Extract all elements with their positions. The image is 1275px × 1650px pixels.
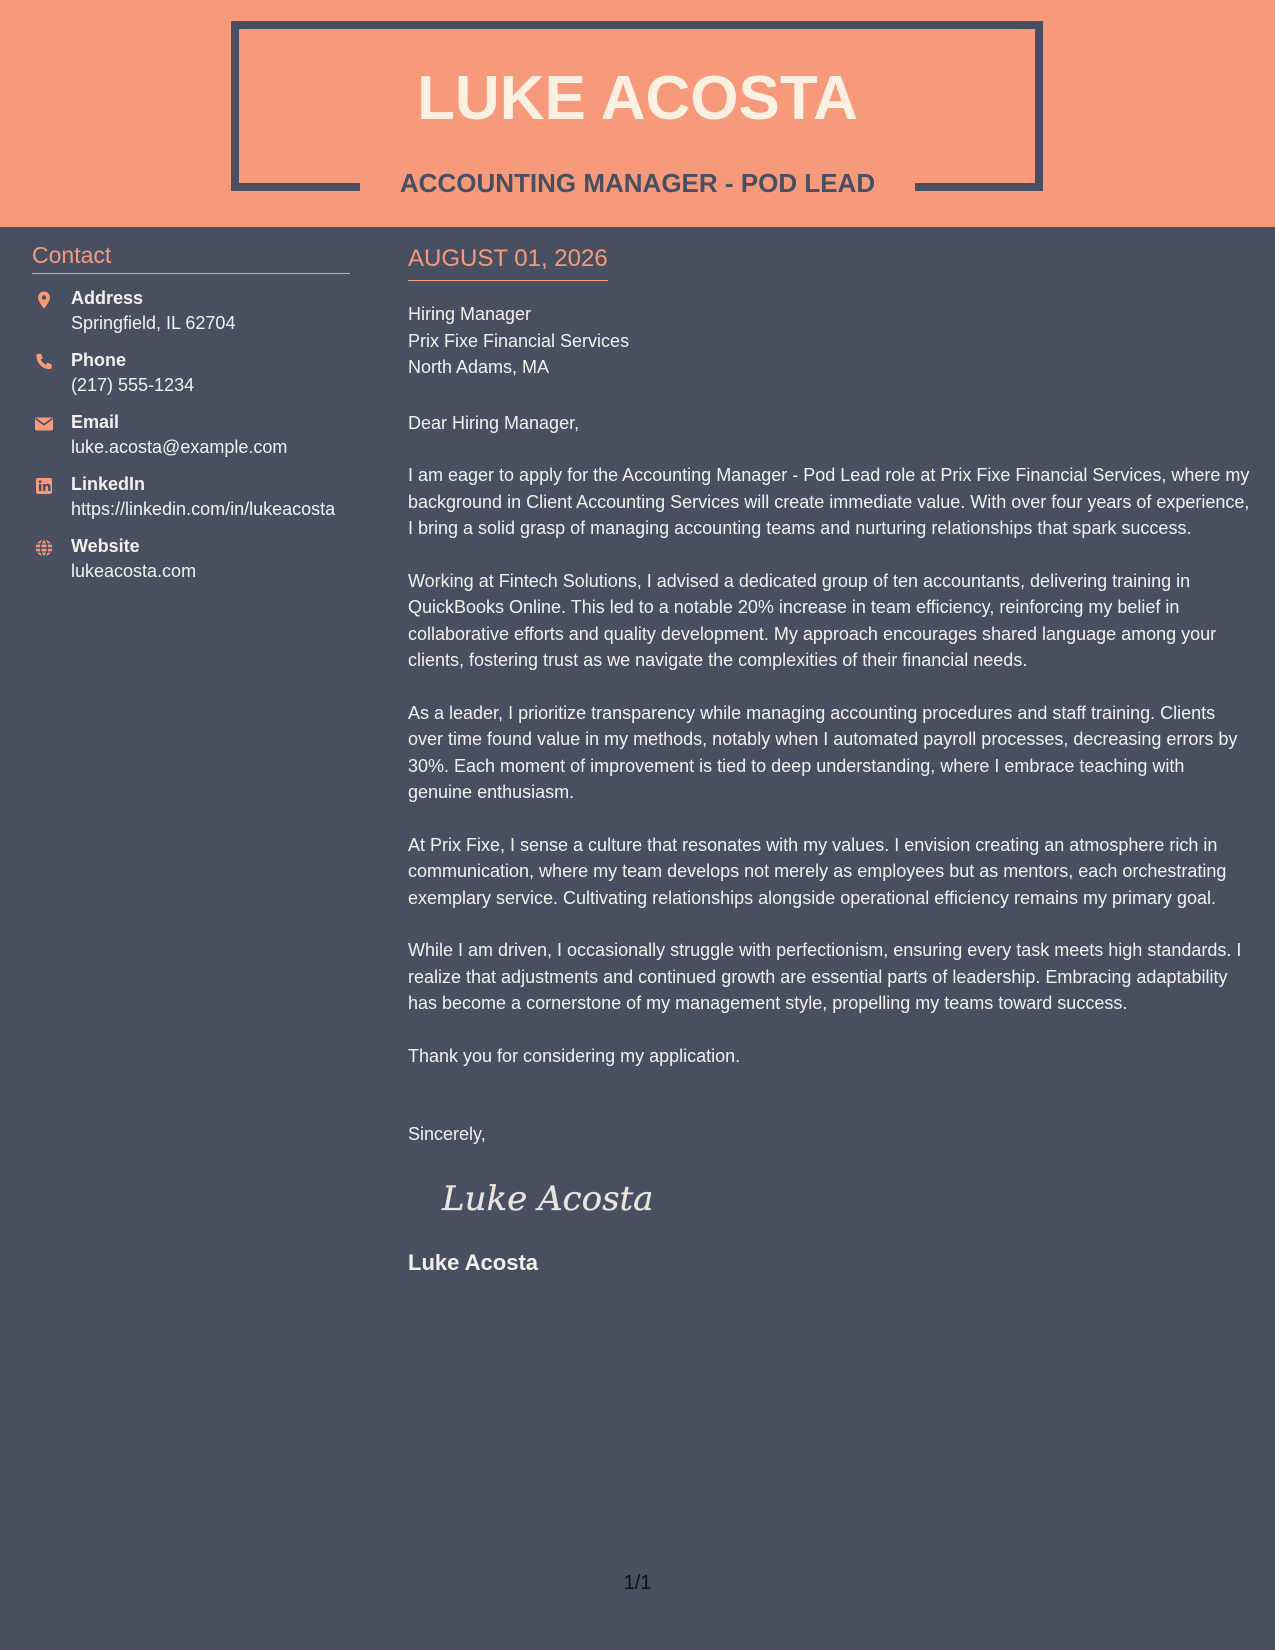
paragraph: As a leader, I prioritize transparency while managing accounting procedures and staff training. Clients over time found value in my methods, notably when I automated payroll processes, decreasing errors by 30%. Each moment of improvement is tied to deep understanding, where I embrace teaching with genuine enthusiasm. (408, 702, 1238, 802)
paragraph: Thank you for considering my application. (408, 1045, 741, 1066)
contact-sidebar (32, 240, 350, 596)
letter-body (408, 244, 1253, 1277)
phone-icon (34, 352, 54, 372)
linkedin-icon (34, 476, 54, 496)
contact-item-website (32, 534, 350, 584)
contact-value: Springfield, IL 62704 (71, 313, 236, 333)
contact-item-phone (32, 348, 350, 398)
header-banner (0, 0, 1275, 227)
contact-value[interactable]: lukeacosta.com (71, 561, 197, 581)
contact-label: Website (71, 536, 140, 556)
page-number: 1/1 (623, 1572, 652, 1594)
contact-label: Address (71, 288, 144, 308)
contact-label: Email (71, 412, 120, 432)
map-pin-icon (34, 290, 54, 310)
contact-label: Phone (71, 350, 127, 370)
letter-date: AUGUST 01, 2026 (408, 244, 608, 281)
paragraph: At Prix Fixe, I sense a culture that resonates with my values. I envision creating an atmosphere rich in communication, where my team develops not merely as employees but as mentors, each orchestrating exemplary service. Cultivating relationships alongside operational efficiency remains my primary goal. (408, 834, 1227, 908)
contact-item-email (32, 410, 350, 460)
salutation: Dear Hiring Manager, (408, 412, 580, 433)
signature-text: Luke Acosta (442, 1178, 654, 1219)
contact-heading: Contact (32, 240, 350, 274)
contact-item-linkedin (32, 472, 350, 522)
globe-icon (34, 538, 54, 558)
contact-item-address (32, 286, 350, 336)
recipient-name: Hiring Manager (408, 304, 532, 324)
job-title: ACCOUNTING MANAGER - POD LEAD (399, 168, 876, 198)
contact-value[interactable]: https://linkedin.com/in/lukeacosta (71, 499, 336, 519)
contact-value: luke.acosta@example.com (71, 437, 288, 457)
signer-name: Luke Acosta (408, 1249, 539, 1275)
envelope-icon (34, 414, 54, 434)
paragraph: While I am driven, I occasionally struggle with perfectionism, ensuring every task meets high standards. I realize that adjustments and continued growth are essential parts of leadership. Embracing adaptability has become a cornerstone of my management style, propelling my teams toward success. (408, 940, 1242, 1013)
contact-label: LinkedIn (71, 474, 146, 494)
recipient-company: Prix Fixe Financial Services (408, 330, 630, 351)
applicant-name: LUKE ACOSTA (417, 64, 858, 133)
paragraph: Working at Fintech Solutions, I advised a dedicated group of ten accountants, delivering training in QuickBooks Online. This led to a notable 20% increase in team efficiency, reinforcing my belief in collaborative efforts and quality development. My approach encourages shared language among your clients, fostering trust as we navigate the complexities of their financial needs. (408, 570, 1217, 670)
closing: Sincerely, (408, 1124, 486, 1144)
recipient-location: North Adams, MA (408, 357, 550, 377)
header-frame (231, 21, 1043, 29)
contact-list (32, 286, 350, 584)
recipient-block (408, 301, 1253, 381)
signature-image (438, 1166, 658, 1226)
contact-value: (217) 555-1234 (71, 375, 195, 395)
paragraph: I am eager to apply for the Accounting Manager - Pod Lead role at Prix Fixe Financial Services, where my background in Client Accounting Services will create immediate value. With over four years of experience, I bring a solid grasp of managing accounting teams and nurturing relationships that spark success. (408, 465, 1250, 538)
